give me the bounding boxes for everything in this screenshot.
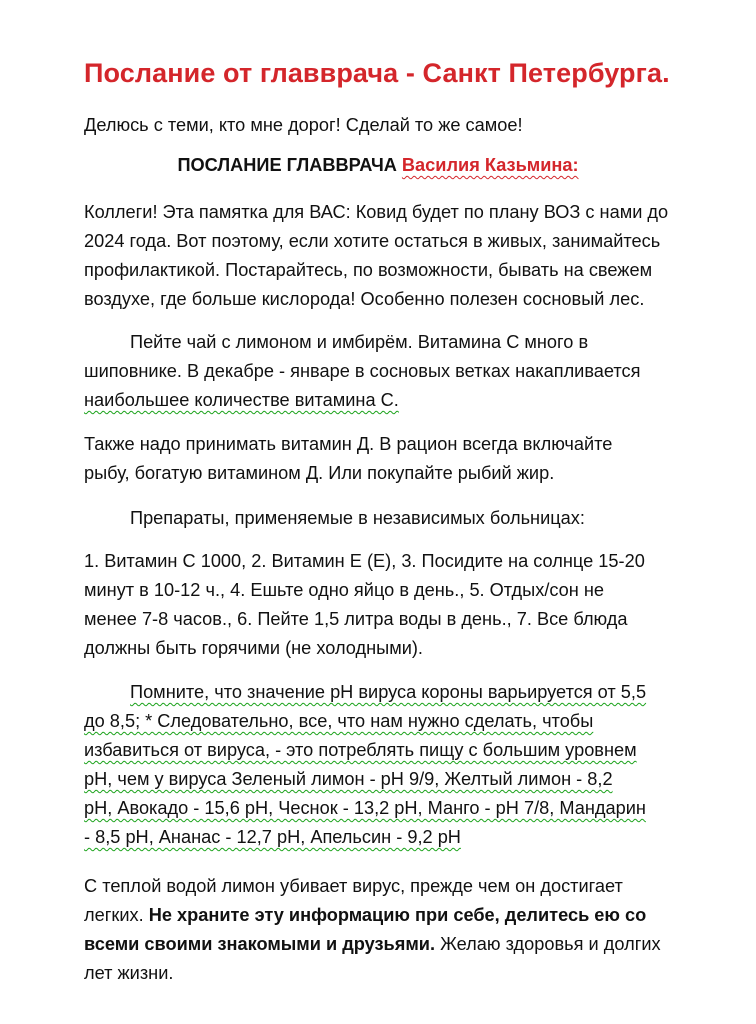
paragraph-7-text: Желаю здоровья и долгих [435,934,661,954]
paragraph-3-line: Также надо принимать витамин Д. В рацион всегда включайте [84,434,613,454]
paragraph-2-line: Пейте чай с лимоном и имбирём. Витамина С много в [130,332,589,352]
paragraph-6-line: pH, чем у вируса Зеленый лимон - pH 9/9, Желтый лимон - 8,2 [84,769,613,789]
paragraph-2-line: наибольшее количестве витамина С. [84,390,399,410]
message-heading [0,155,756,176]
paragraph-2 [84,328,714,415]
paragraph-7-line: лет жизни. [84,963,174,983]
paragraph-6-line: - 8,5 pH, Ананас - 12,7 pH, Апельсин - 9,2 pH [84,827,461,847]
paragraph-4-text: Препараты, применяемые в независимых больницах: [130,508,585,528]
paragraph-1 [84,198,714,314]
paragraph-6-line: Помните, что значение pH вируса короны варьируется от 5,5 [130,682,647,702]
heading-prefix: ПОСЛАНИЕ ГЛАВВРАЧА [177,155,402,175]
paragraph-6-line: pH, Авокадо - 15,6 pH, Чеснок - 13,2 pH, Манго - pH 7/8, Мандарин [84,798,646,818]
paragraph-6-line: избавиться от вируса, - это потреблять пищу с большим уровнем [84,740,637,760]
paragraph-1-line: профилактикой. Постарайтесь, по возможности, бывать на свежем [84,260,653,280]
paragraph-7-bold-text: всеми своими знакомыми и друзьями. [84,934,436,954]
paragraph-1-line: воздухе, где больше кислорода! Особенно полезен сосновый лес. [84,289,645,309]
paragraph-4 [84,504,714,533]
heading-author-name: Василия Казьмина: [401,155,579,175]
list-line: 1. Витамин С 1000, 2. Витамин Е (Е), 3. Посидите на солнце 15-20 [84,551,645,571]
paragraph-1-line: 2024 года. Вот поэтому, если хотите остаться в живых, занимайтесь [84,231,661,251]
paragraph-7-line: С теплой водой лимон убивает вирус, прежде чем он достигает [84,876,623,896]
paragraph-6 [84,678,714,852]
paragraph-2-line: шиповнике. В декабре - январе в сосновых ветках накапливается [84,361,641,381]
paragraph-6-line: до 8,5; * Следовательно, все, что нам нужно сделать, чтобы [84,711,594,731]
paragraph-7 [84,872,714,988]
intro-line: Делюсь с теми, кто мне дорог! Сделай то же самое! [84,115,523,135]
list-line: должны быть горячими (не холодными). [84,638,423,658]
paragraph-7-bold-text: Не храните эту информацию при себе, делитесь ею со [148,905,647,925]
paragraph-7-text: легких. [84,905,149,925]
paragraph-5-list [84,547,714,663]
document-title: Послание от главврача - Санкт Петербурга. [84,58,670,88]
paragraph-3-line: рыбу, богатую витамином Д. Или покупайте рыбий жир. [84,463,555,483]
paragraph-1-line: Коллеги! Эта памятка для ВАС: Ковид будет по плану ВОЗ с нами до [84,202,669,222]
list-line: минут в 10-12 ч., 4. Ешьте одно яйцо в день., 5. Отдых/сон не [84,580,605,600]
paragraph-3 [84,430,714,488]
list-line: менее 7-8 часов., 6. Пейте 1,5 литра воды в день., 7. Все блюда [84,609,628,629]
